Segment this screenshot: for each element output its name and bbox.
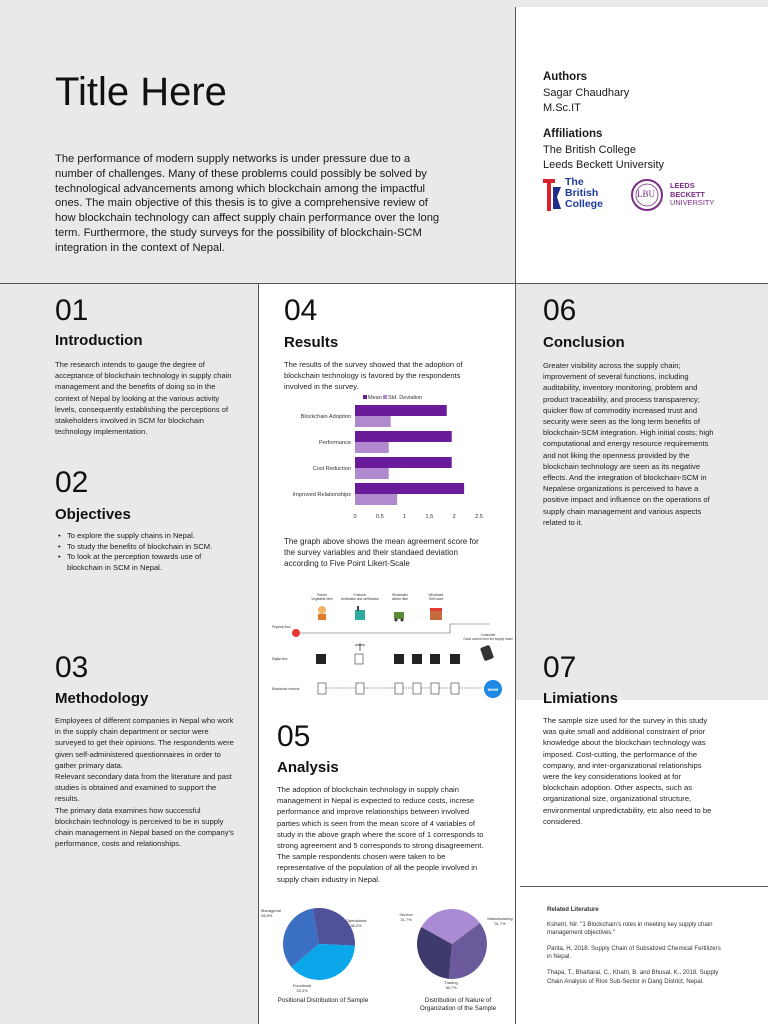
leeds-beckett-logo bbox=[630, 178, 720, 212]
divider-horizontal bbox=[0, 283, 768, 284]
diagram-col-3-line2: deliver item bbox=[391, 597, 409, 601]
affiliation-1: The British College bbox=[543, 144, 636, 156]
x-tick-label: 0.5 bbox=[375, 514, 384, 520]
section-text: The adoption of blockchain technology in supply chain management in Nepal is expected to reduce costs, increse performance and improve relationships between involved parties which is seen from the mean score of 4 variables of study in the above graph where the score of 1 corresponds to strong agreement and 5 corresponds to strong disagreement. The sample respondents chosen were taken to be representative of the population of all the people involved in supply chain industry in Nepal. bbox=[277, 785, 484, 884]
diagram-consumer-line1: Consumer bbox=[480, 633, 496, 637]
logo-bc-line3: College bbox=[565, 198, 603, 210]
diagram-col-1-line2: Vegetable farm bbox=[311, 597, 333, 601]
slice-label: Trading 36.7% bbox=[444, 980, 458, 990]
british-college-emblem-icon bbox=[541, 177, 563, 213]
list-item: • To explore the supply chains in Nepal. bbox=[55, 531, 230, 542]
authors-heading: Authors bbox=[543, 71, 588, 83]
literature-ref: Panta, H, 2018. Supply Chain of Subsidized Chemical Fertilizers in Nepal. bbox=[547, 944, 721, 961]
bar-mean bbox=[355, 431, 452, 442]
bar-mean bbox=[355, 483, 464, 494]
bar-chart bbox=[278, 392, 498, 534]
apple-icon bbox=[292, 629, 300, 637]
bar-mean bbox=[355, 457, 452, 468]
section-objectives bbox=[55, 468, 245, 573]
section-number: 02 bbox=[55, 466, 89, 499]
slice-label: Managerial 28.5% bbox=[261, 908, 281, 918]
affiliation-2: Leeds Beckett University bbox=[543, 159, 665, 171]
diagram-row-physical: Physical flow bbox=[272, 625, 291, 629]
section-analysis bbox=[277, 722, 492, 885]
diagram-col-4-line2: SUN store bbox=[428, 597, 444, 601]
section-text: The results of the survey showed that the adoption of blockchain technology is favored by the respondents involved in the survey. bbox=[284, 360, 463, 392]
bar-std-deviation bbox=[355, 416, 391, 427]
svg-text:www: www bbox=[487, 687, 499, 692]
store-icon bbox=[430, 608, 442, 620]
pie-slice bbox=[313, 908, 355, 946]
chart-caption: The graph above shows the mean agreement score for the survey variables and their standaed deviation according to Five Point Likert-Scale bbox=[284, 537, 479, 568]
section-text: Employees of different companies in Nepal who work in the supply chain department or sector were surveyed to get their opinions. The respondents were given self-administered questionnaires in order to gather primary data. Relevant secondary data from the literature and past studies is obtained and examined to support the results. The primary data examines how successful blockchain technology is perceived to be in supply chain management in Nepal based on the company's performance, costs and relationships. bbox=[55, 716, 234, 849]
www-icon bbox=[484, 680, 502, 698]
section-number: 03 bbox=[55, 651, 89, 684]
bar-std-deviation bbox=[355, 442, 389, 453]
literature-ref: Kshetri, Nir. "1 Blockchain's roles in meeting key supply chain management objectives." bbox=[547, 920, 713, 937]
factory-icon bbox=[355, 606, 365, 620]
pie-charts bbox=[260, 908, 514, 1020]
block-icons bbox=[318, 683, 459, 694]
section-title: Methodology bbox=[55, 690, 149, 707]
section-number: 05 bbox=[277, 720, 311, 753]
x-tick-label: 1 bbox=[403, 514, 407, 520]
x-tick-label: 2.5 bbox=[475, 514, 483, 520]
category-label: Cost Reduction bbox=[312, 466, 351, 472]
literature-ref: Thapa, T., Bhattarai, C., Khatri, B. and Bhusal, K., 2018. Supply Chain Analysis of Rice Sub-Sector in Dang District, Nepal. bbox=[547, 968, 719, 985]
legend-swatch bbox=[363, 395, 367, 399]
section-number: 06 bbox=[543, 294, 577, 327]
pie-title: Positional Distribution of Sample bbox=[277, 997, 369, 1004]
section-title: Conclusion bbox=[543, 334, 625, 351]
literature-heading: Related Literature bbox=[547, 906, 599, 913]
section-text: The research intends to gauge the degree of acceptance of blockchain technology in supply chain management and the benefits of doing so in the context of Nepal by looking at the various activity levels, consequently establishing the perceptions of stakeholders involved in SCM for blockchain technology implementation. bbox=[55, 360, 232, 437]
section-title: Limiations bbox=[543, 690, 619, 707]
diagram-col-2-line1: Producer bbox=[353, 593, 367, 597]
section-number: 01 bbox=[55, 294, 89, 327]
diagram-col-2-line2: verification and certification bbox=[340, 597, 380, 601]
section-text: Greater visibility across the supply chain; improvement of several functions, including auditability, inventory monitoring, problem and product traceability, and process transparency; quicker flow of commodity increased trust and security were seen as the long term benefits of blockchain-SCM integration. High initial costs; high computational and energy resource requirements and not liking the openness provided by the blockchain technology are seen as its negative effects. And the integration of blockchain-SCM in Nepalese organizations is perceived to have a positive impact and influence on the operations of supply chain management and various aspects related to it. bbox=[543, 361, 714, 527]
logo-bc-line2: British bbox=[565, 187, 599, 199]
section-number: 04 bbox=[284, 294, 318, 327]
bar-mean bbox=[355, 405, 447, 416]
diagram-consumer-line2: Good comes from the supply chain bbox=[463, 637, 513, 641]
slice-label: Manufacturing 31.7% bbox=[487, 916, 513, 926]
logo-lbu-line2: BECKETT bbox=[670, 189, 705, 199]
author-name: Sagar Chaudhary bbox=[543, 87, 630, 99]
section-title: Analysis bbox=[277, 759, 339, 776]
section-limitations bbox=[543, 653, 743, 827]
x-tick-label: 0 bbox=[353, 514, 357, 520]
objectives-list bbox=[55, 531, 230, 573]
slice-label: Service 31.7% bbox=[399, 912, 413, 922]
legend-label: Std. Deviation bbox=[388, 395, 423, 401]
physical-flow-line bbox=[300, 624, 490, 633]
logo-lbu-line1: LEEDS bbox=[670, 181, 695, 190]
diagram-row-blockchain: Blockchain network bbox=[272, 687, 300, 691]
section-title: Introduction bbox=[55, 332, 143, 349]
section-title: Results bbox=[284, 334, 339, 351]
x-tick-label: 1.5 bbox=[425, 514, 434, 520]
section-methodology bbox=[55, 653, 245, 849]
pie-title: Distribution of Nature of Organization of the Sample bbox=[419, 997, 497, 1012]
scale-icon bbox=[355, 643, 365, 651]
related-literature bbox=[547, 906, 727, 986]
category-label: Blockchain Adoption bbox=[300, 414, 351, 420]
legend-label: Mean bbox=[368, 395, 382, 401]
list-item: • To study the benefits of blockchain in SCM. bbox=[55, 542, 230, 553]
section-title: Objectives bbox=[55, 506, 131, 523]
divider-vertical-right bbox=[515, 283, 516, 1024]
truck-icon bbox=[394, 612, 404, 622]
slice-label: Operational 38.2% bbox=[345, 918, 367, 928]
author-degree: M.Sc.IT bbox=[543, 102, 581, 114]
british-college-logo bbox=[541, 177, 621, 213]
lbu-seal-text: LBU bbox=[637, 189, 655, 199]
legend-swatch bbox=[383, 395, 387, 399]
section-text: The sample size used for the survey in this study was quite small and additional constraint of prior knowledge about the blockchain technology was imposed. Cost-cutting, the performance of the company, and inter-organizational relationships were the key considerations looked at for blockchain adoption. Other aspects, such as organizational size, organizational structure, environmental unpredictability, etc also need to be considered. bbox=[543, 716, 712, 826]
affiliations-heading: Affiliations bbox=[543, 128, 603, 140]
divider-vertical-left bbox=[258, 283, 259, 1024]
category-label: Improved Relationships bbox=[292, 492, 351, 498]
supply-chain-diagram bbox=[260, 588, 514, 706]
bar-std-deviation bbox=[355, 468, 389, 479]
slice-label: Functional 33.3% bbox=[292, 983, 312, 993]
section-conclusion bbox=[543, 296, 743, 528]
diagram-col-1-line1: Farmer bbox=[316, 593, 328, 597]
category-label: Performance bbox=[318, 440, 351, 446]
diagram-row-digital: Digital flow bbox=[272, 657, 288, 661]
phone-icon bbox=[480, 645, 494, 662]
logo-bc-line1: The bbox=[565, 176, 584, 188]
authors-block bbox=[543, 70, 753, 173]
section-results bbox=[284, 296, 494, 393]
diagram-col-4-line1: Wholesale bbox=[428, 593, 444, 597]
x-tick-label: 2 bbox=[452, 514, 456, 520]
list-item: • To look at the perception towards use of blockchain in SCM in Nepal. bbox=[55, 552, 230, 573]
poster-title: Title Here bbox=[55, 70, 227, 114]
logo-lbu-line3: UNIVERSITY bbox=[670, 198, 715, 208]
farmer-icon bbox=[318, 606, 326, 620]
bar-std-deviation bbox=[355, 494, 397, 505]
abstract: The performance of modern supply networks is under pressure due to a number of challenges. Many of these problems could possibly be solved by technological advancements among which blockchain among the impactful ones. The main objective of this thesis is to give a comprehensive review of how blockchain technology can affect supply chain performance over the long term. Furthermore, the study surveys for the possibility of blockchain-SCM integration in the context of Nepal. bbox=[55, 153, 440, 254]
section-introduction bbox=[55, 296, 245, 437]
diagram-col-3-line1: Wholesaler bbox=[392, 593, 408, 597]
qr-code-icons bbox=[316, 654, 460, 664]
literature-divider bbox=[520, 886, 768, 887]
divider-vertical-top bbox=[515, 7, 516, 283]
section-number: 07 bbox=[543, 651, 577, 684]
